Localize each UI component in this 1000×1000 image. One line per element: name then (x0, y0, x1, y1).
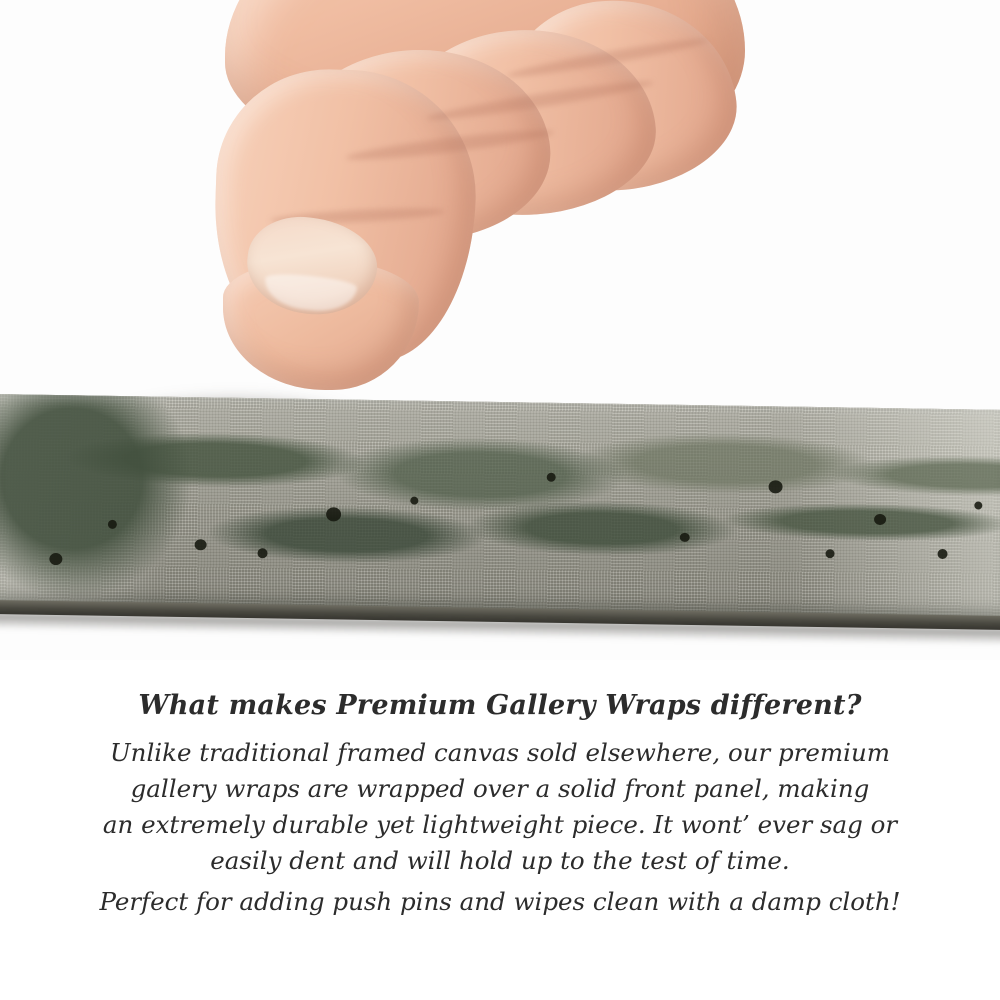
caption-block (0, 690, 1000, 920)
hand (95, 0, 735, 440)
caption-line-3: an extremely durable yet lightweight piece. It wont’ ever sag or (102, 810, 898, 839)
canvas-speck (195, 539, 207, 550)
canvas-speck (768, 480, 782, 493)
canvas-speck (874, 514, 886, 525)
canvas-speck (937, 549, 947, 559)
caption-heading: What makes Premium Gallery Wraps different? (138, 690, 862, 721)
canvas-speck (825, 549, 834, 558)
canvas-speck (974, 501, 982, 509)
canvas-speck (326, 507, 341, 521)
canvas-speck (547, 473, 556, 482)
caption-line-1: Unlike traditional framed canvas sold elsewhere, our premium (110, 738, 890, 767)
canvas-speck (410, 497, 418, 505)
caption-line-4: easily dent and will hold up to the test of time. (210, 846, 790, 875)
caption-line-5: Perfect for adding push pins and wipes clean with a damp cloth! (99, 887, 901, 916)
caption-line-2: gallery wraps are wrapped over a solid front panel, making (130, 774, 870, 803)
canvas-wrap-edge (0, 394, 1000, 650)
canvas-speck (49, 553, 62, 565)
canvas-speck (257, 548, 267, 558)
canvas-speck (108, 520, 117, 529)
canvas-printed-surface (0, 394, 1000, 618)
canvas-speck (680, 533, 690, 542)
